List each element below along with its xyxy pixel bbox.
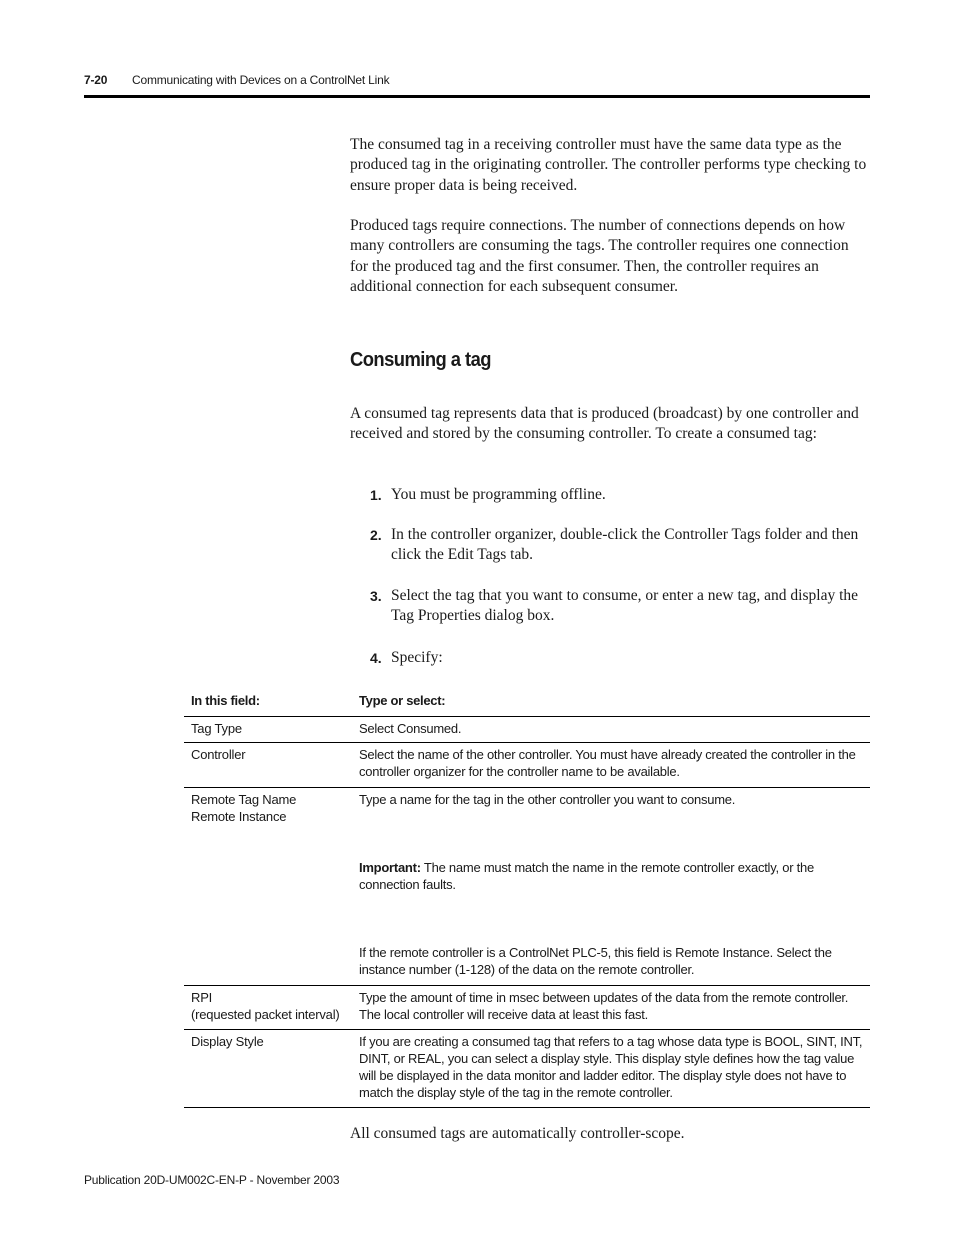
value-cell: Select the name of the other controller. You must have already created the controller in the controller organizer for the controller name to be available.: [359, 747, 856, 779]
step-text: In the controller organizer, double-click the Controller Tags folder and then click the Edit Tags tab.: [391, 526, 859, 564]
step-number: 4.: [370, 650, 382, 666]
step-text: You must be programming offline.: [391, 486, 606, 503]
important-label: Important:: [359, 860, 421, 875]
step-text: Select the tag that you want to consume, or enter a new tag, and display the Tag Properties dialog box.: [391, 587, 859, 625]
value-cell: Type the amount of time in msec between updates of the data from the remote controller. The local controller will receive data at least this fast.: [359, 990, 849, 1022]
table-header-row: [184, 690, 870, 717]
step-item: [370, 525, 870, 566]
section-heading: Consuming a tag: [350, 349, 491, 371]
field-cell: Display Style: [191, 1034, 264, 1049]
table-row: [184, 717, 870, 743]
step-number: 1.: [370, 487, 382, 503]
step-item: [370, 648, 870, 668]
column-header-field: In this field:: [191, 693, 260, 708]
table-row: [184, 743, 870, 788]
step-item: [370, 485, 870, 505]
paragraph-type-checking: The consumed tag in a receiving controller must have the same data type as the produced tag in the originating controller. The controller performs type checking to ensure proper data is being received.: [350, 136, 867, 194]
paragraph-consumed-tag-intro: A consumed tag represents data that is produced (broadcast) by one controller and received and stored by the consuming controller. To create a consumed tag:: [350, 405, 859, 443]
step-number: 3.: [370, 588, 382, 604]
step-text: Specify:: [391, 649, 443, 666]
column-header-value: Type or select:: [359, 693, 446, 708]
tag-fields-table: [184, 690, 870, 1108]
step-number: 2.: [370, 527, 382, 543]
header-rule: [84, 95, 870, 98]
table-row: [184, 1030, 870, 1108]
step-item: [370, 586, 870, 627]
table-row: [184, 986, 870, 1030]
important-text: The name must match the name in the remote controller exactly, or the connection faults.: [359, 860, 814, 892]
field-cell: Tag Type: [191, 721, 242, 736]
remote-instance-note: If the remote controller is a ControlNet PLC-5, this field is Remote Instance. Select the instance number (1-128) of the data on the remote controller.: [359, 945, 832, 977]
paragraph-connections: Produced tags require connections. The number of connections depends on how many controllers are consuming the tags. The controller requires one connection for the produced tag and the first consumer. Then, the controller requires an additional connection for each subsequent consumer.: [350, 217, 849, 295]
chapter-title: Communicating with Devices on a ControlNet Link: [132, 73, 390, 87]
field-cell: Remote Tag Name Remote Instance: [191, 792, 297, 824]
page-number: 7-20: [84, 73, 108, 87]
page-header: [84, 72, 870, 92]
value-cell: Type a name for the tag in the other controller you want to consume.: [359, 792, 736, 807]
publication-footer: Publication 20D-UM002C-EN-P - November 2003: [84, 1173, 340, 1187]
value-cell: Select Consumed.: [359, 721, 462, 736]
closing-statement: All consumed tags are automatically controller-scope.: [350, 1125, 685, 1142]
field-cell: RPI (requested packet interval): [191, 990, 340, 1022]
important-note: [359, 859, 869, 893]
field-cell: Controller: [191, 747, 246, 762]
value-cell: If you are creating a consumed tag that refers to a tag whose data type is BOOL, SINT, INT, DINT, or REAL, you can select a display style. This display style defines how the tag value will be displayed in the data monitor and ladder editor. The display style does not have to match the display style of the tag in the remote controller.: [359, 1034, 863, 1100]
table-row: [184, 788, 870, 986]
